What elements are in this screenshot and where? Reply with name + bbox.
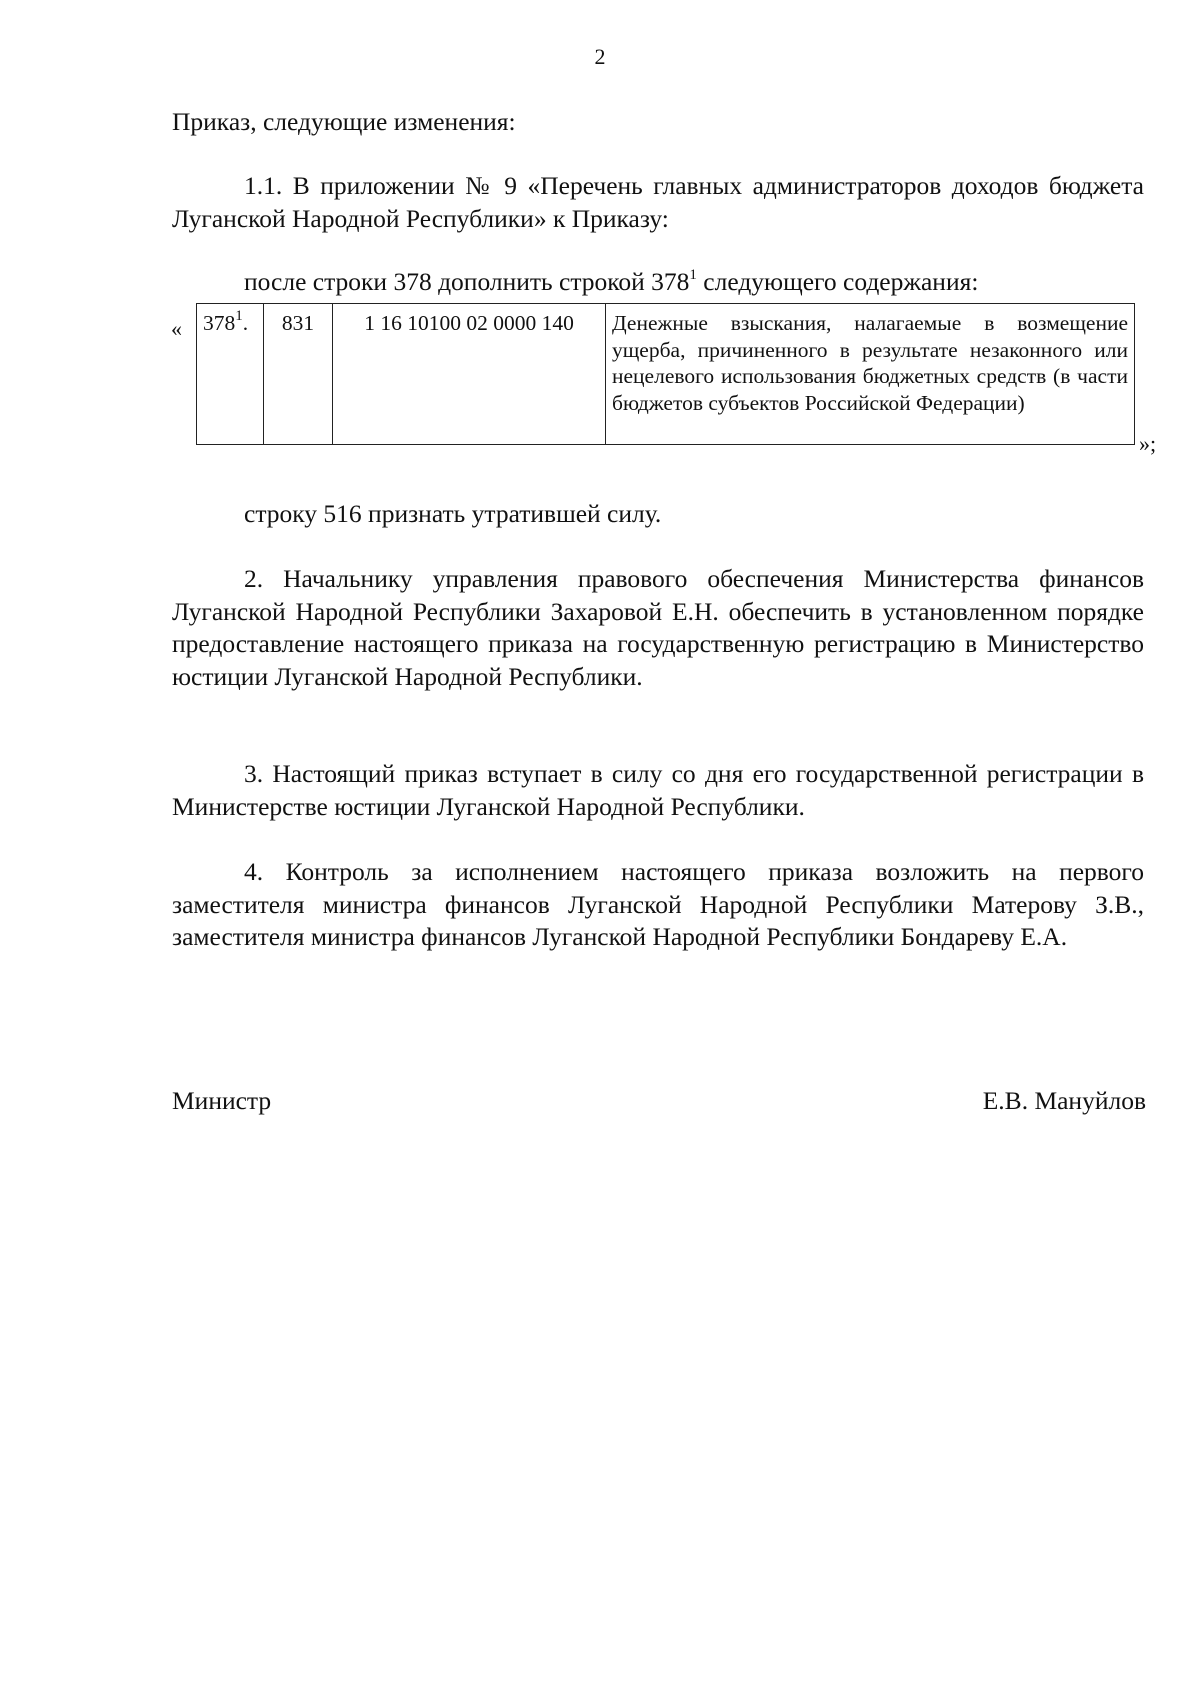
administrator-code-cell: 831 [264, 304, 333, 445]
row-number-cell: $378^1$. [197, 304, 264, 445]
page-number: 2 [594, 44, 606, 69]
paragraph-row-516: строку 516 признать утратившей силу. [244, 499, 662, 528]
table-row [197, 304, 1135, 445]
signature-title: Министр [172, 1086, 272, 1115]
paragraph-4: 4. Контроль за исполнением настоящего приказа возложить на первого заместителя министра финансов Луганской Народной Республики Матерову З.В., заместителя министра финансов Луганской Народной Республики Бондареву Е.А. [172, 857, 1144, 951]
revenue-code-cell: 1 16 10100 02 0000 140 [333, 304, 606, 445]
description-cell: Денежные взыскания, налагаемые в возмещение ущерба, причиненного в результате незаконного или нецелевого использования бюджетных средств (в части бюджетов субъектов Российской Федерации) [606, 304, 1135, 445]
intro-line: Приказ, следующие изменения: [172, 107, 516, 136]
insert-row-text: после строки 378 дополнить строкой 378 [244, 267, 690, 296]
table-close-quote: »; [1139, 431, 1157, 456]
table-open-quote: « [171, 316, 182, 341]
paragraph-2: 2. Начальнику управления правового обеспечения Министерства финансов Луганской Народной Республики Захаровой Е.Н. обеспечить в установленном порядке предоставление настоящего приказа на государственную регистрацию в Министерство юстиции Луганской Народной Республики. [172, 564, 1144, 691]
paragraph-insert-row [172, 266, 1144, 299]
insert-row-text-end: следующего содержания: [696, 267, 979, 296]
revenue-table [196, 303, 1135, 445]
row-number-superscript: 1 [235, 307, 243, 324]
paragraph-3: 3. Настоящий приказ вступает в силу со дня его государственной регистрации в Министерстве юстиции Луганской Народной Республики. [172, 759, 1144, 821]
signature-name: Е.В. Мануйлов [982, 1086, 1146, 1115]
paragraph-1-1: 1.1. В приложении № 9 «Перечень главных администраторов доходов бюджета Луганской Народной Республики» к Приказу: [172, 171, 1144, 233]
insert-row-superscript: 1 [689, 266, 697, 283]
